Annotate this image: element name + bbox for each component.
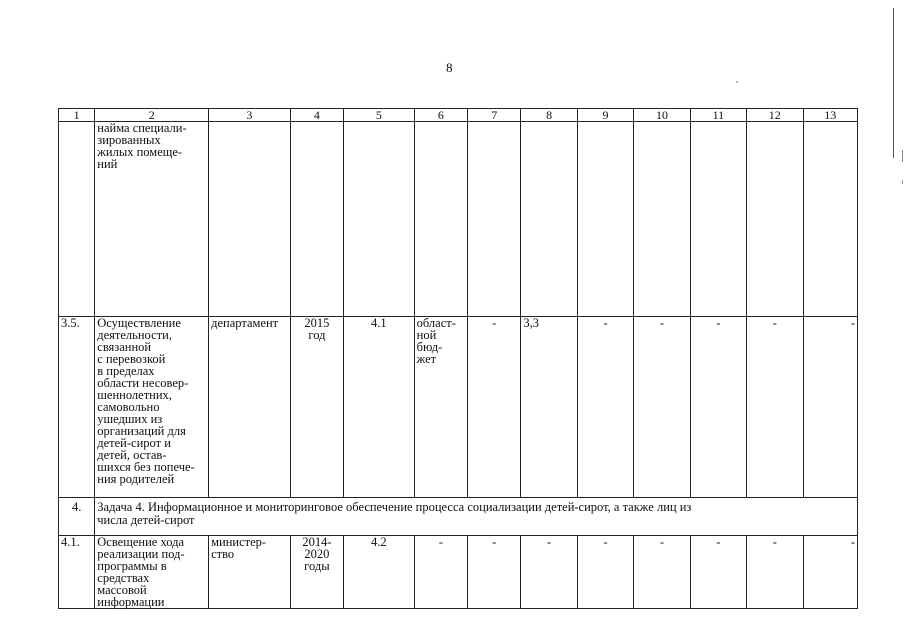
column-header: 6 <box>414 109 467 122</box>
activity-line: жилых помеще- <box>97 145 183 159</box>
activity-line: детей-сирот и <box>97 436 171 450</box>
row-number-cell: 4. <box>59 498 95 536</box>
activity-line: области несовер- <box>97 376 189 390</box>
table-cell <box>290 122 343 317</box>
column-header: 4 <box>290 109 343 122</box>
amount-cell: - <box>690 317 746 498</box>
column-header: 3 <box>209 109 291 122</box>
executor-cell <box>209 536 291 609</box>
amount-cell: - <box>577 536 633 609</box>
executor-line: ство <box>211 547 235 561</box>
table-row <box>59 536 858 609</box>
column-header: 11 <box>690 109 746 122</box>
column-header: 9 <box>577 109 633 122</box>
period-line: год <box>308 328 326 342</box>
period-line: 2020 <box>304 547 330 561</box>
activity-line: Освещение хода <box>97 535 185 549</box>
activity-line: организаций для <box>97 424 186 438</box>
amount-cell: - <box>468 317 521 498</box>
period-cell <box>290 536 343 609</box>
funding-line: бюд- <box>416 340 443 354</box>
activity-line: детей, остав- <box>97 448 167 462</box>
reference-cell: 4.1 <box>344 317 415 498</box>
activity-line: найма специали- <box>97 121 187 135</box>
scan-edge-mark <box>902 180 903 184</box>
funding-line: област- <box>416 316 456 330</box>
column-header: 13 <box>803 109 857 122</box>
activity-line: средствах <box>97 571 150 585</box>
amount-cell: - <box>468 536 521 609</box>
reference-cell: 4.2 <box>344 536 415 609</box>
activity-line: Осуществление <box>97 316 181 330</box>
amount-cell: 3,3 <box>521 317 577 498</box>
activity-line: самовольно <box>97 400 160 414</box>
amount-cell: - <box>803 536 857 609</box>
funding-line: ной <box>416 328 437 342</box>
activity-line: в пределах <box>97 364 155 378</box>
table-cell <box>803 122 857 317</box>
column-header: 2 <box>95 109 209 122</box>
amount-cell: - <box>634 317 690 498</box>
period-line: годы <box>304 559 330 573</box>
table-cell <box>468 122 521 317</box>
amount-cell: - <box>803 317 857 498</box>
row-number-cell: 4.1. <box>59 536 95 609</box>
funding-source-cell: - <box>414 536 467 609</box>
column-header: 12 <box>747 109 803 122</box>
activity-line: реализации под- <box>97 547 185 561</box>
column-header: 1 <box>59 109 95 122</box>
activity-line: информации <box>97 595 165 609</box>
table-row <box>59 317 858 498</box>
table-cell <box>521 122 577 317</box>
task-heading-cell <box>95 498 858 536</box>
activity-line: связанной <box>97 340 152 354</box>
task-line: числа детей-сирот <box>97 513 195 527</box>
amount-cell: - <box>747 536 803 609</box>
activity-line: ния родителей <box>97 472 175 486</box>
table-cell <box>209 122 291 317</box>
table-cell <box>690 122 746 317</box>
activity-cell <box>95 536 209 609</box>
table-cell <box>747 122 803 317</box>
activity-cell <box>95 122 209 317</box>
scan-speck <box>736 81 738 83</box>
activity-cell <box>95 317 209 498</box>
table-cell <box>344 122 415 317</box>
period-line: 2015 <box>304 316 330 330</box>
column-header: 10 <box>634 109 690 122</box>
column-header: 5 <box>344 109 415 122</box>
activity-line: программы в <box>97 559 167 573</box>
period-cell <box>290 317 343 498</box>
activity-line: зированных <box>97 133 161 147</box>
amount-cell: - <box>747 317 803 498</box>
executor-line: министер- <box>211 535 267 549</box>
activity-line: шеннолетних, <box>97 388 172 402</box>
table-row <box>59 122 858 317</box>
table-header-row <box>59 109 858 122</box>
amount-cell: - <box>521 536 577 609</box>
executor-cell: департамент <box>209 317 291 498</box>
table-cell <box>577 122 633 317</box>
program-table <box>58 108 858 609</box>
funding-line: жет <box>416 352 437 366</box>
activity-line: с перевозкой <box>97 352 166 366</box>
table-cell <box>414 122 467 317</box>
table-cell <box>634 122 690 317</box>
scan-edge-line <box>893 8 894 158</box>
activity-line: шихся без попече- <box>97 460 195 474</box>
table-row <box>59 498 858 536</box>
column-header: 8 <box>521 109 577 122</box>
activity-line: деятельности, <box>97 328 172 342</box>
amount-cell: - <box>690 536 746 609</box>
row-number-cell <box>59 122 95 317</box>
funding-source-cell <box>414 317 467 498</box>
column-header: 7 <box>468 109 521 122</box>
activity-line: массовой <box>97 583 147 597</box>
activity-line: ний <box>97 157 118 171</box>
task-line: Задача 4. Информационное и мониторинговое обеспечение процесса социализации детей-сирот, а также лиц из <box>97 500 692 514</box>
row-number-cell: 3.5. <box>59 317 95 498</box>
amount-cell: - <box>577 317 633 498</box>
activity-line: ушедших из <box>97 412 163 426</box>
period-line: 2014- <box>302 535 332 549</box>
page-number: 8 <box>446 60 453 75</box>
scan-edge-mark <box>902 150 903 162</box>
amount-cell: - <box>634 536 690 609</box>
